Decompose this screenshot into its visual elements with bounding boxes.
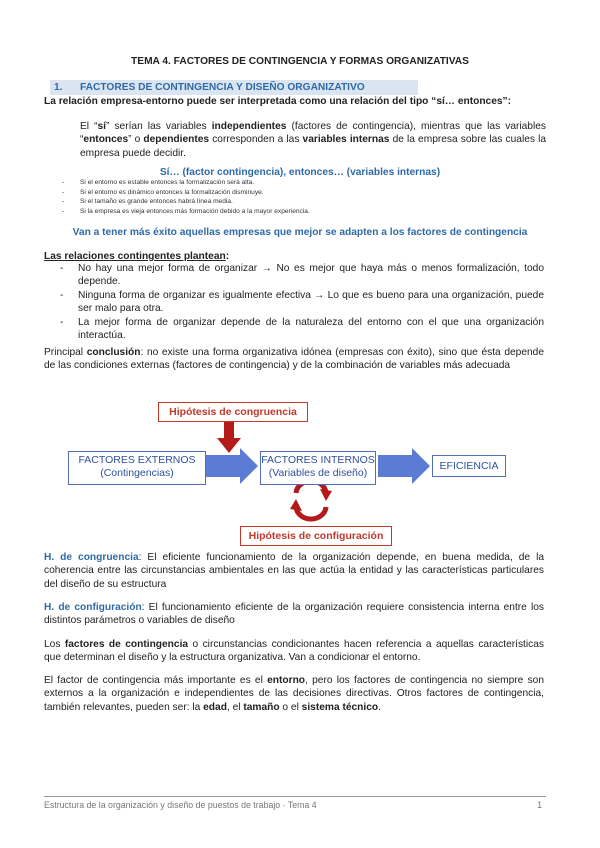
box-line: FACTORES INTERNOS: [261, 454, 375, 466]
text-run: ” serían las variables: [106, 121, 212, 132]
list-item: - No hay una mejor forma de organizar → No es mejor que haya más o menos formalización, todo depende.: [44, 262, 544, 289]
key-statement: Van a tener más éxito aquellas empresas que mejor se adapten a los factores de contingencia: [72, 227, 528, 238]
text-run: El factor de contingencia más importante es el: [44, 675, 268, 686]
factores-externos-box: [68, 451, 206, 485]
right-arrow-2: [378, 448, 430, 484]
text-run: El “: [80, 121, 98, 132]
contingency-diagram: [44, 398, 556, 548]
bold-run: factores de contingencia: [64, 639, 189, 650]
bold-run: dependientes: [143, 134, 210, 146]
h-configuracion-paragraph: [44, 601, 544, 628]
paragraph-variables: [80, 120, 546, 160]
bold-run: tamaño: [243, 701, 280, 713]
heading-colon: :: [225, 251, 230, 262]
si-entonces-heading: Sí… (factor contingencia), entonces… (variables internas): [159, 167, 441, 178]
cycle-arrowhead-2: [290, 499, 302, 511]
bold-run: sistema técnico: [301, 701, 379, 713]
hipotesis-congruencia-box: Hipótesis de congruencia: [158, 402, 308, 422]
eficiencia-box: EFICIENCIA: [432, 455, 506, 477]
footer-divider: [44, 796, 546, 797]
hipotesis-configuracion-box: Hipótesis de configuración: [240, 526, 392, 546]
bold-run: variables internas: [302, 134, 390, 146]
relaciones-list: [44, 262, 544, 343]
h-congruencia-paragraph: [44, 551, 544, 591]
box-line: FACTORES EXTERNOS: [78, 454, 196, 466]
list-item: - Si la empresa es vieja entonces más formación debido a la mayor experiencia.: [62, 207, 522, 217]
section-number: 1.: [54, 82, 63, 93]
text-run: : El funcionamiento eficiente de la organización requiere consistencia interna entre los distintos parámetros o variables de diseño: [44, 602, 544, 627]
text-run: : El eficiente funcionamiento de la organización depende, en buena medida, de la coherencia entre las circunstancias ambientales en las que actúa la entidad y las características particulares del diseño de su estructura: [44, 552, 545, 590]
page-footer: [44, 800, 546, 812]
section-title: FACTORES DE CONTINGENCIA Y DISEÑO ORGANIZATIVO: [80, 82, 365, 93]
text-run: , el: [226, 701, 244, 713]
bold-run: entorno: [267, 675, 306, 686]
bold-run: edad: [203, 701, 227, 713]
entorno-paragraph: [44, 674, 544, 714]
text-run: (factores de contingencia), mientras que las variables “: [80, 121, 546, 146]
list-item: - Si el entorno es estable entonces la formalización será alta.: [62, 178, 522, 188]
bold-run: independientes: [211, 121, 287, 132]
text-run: de la empresa sobre las cuales la empresa puede decidir.: [80, 134, 546, 159]
text-run: , pero los factores de contingencia no siempre son externos a la organización e independientes de las decisiones directivas. Otros factores de contingencia, también relevantes, pueden ser: la: [44, 675, 544, 713]
heading-text: Las relaciones contingentes plantean: [44, 251, 226, 262]
text-run: o circunstancias condicionantes hacen referencia a aquellas características que determinan el diseño y la estructura organizativa. Van a condicionar el entorno.: [44, 639, 544, 664]
cycle-arrowhead-1: [320, 489, 332, 501]
text-run: : no existe una forma organizativa idónea (empresas con éxito), sino que ésta depende de las condiciones externas (factores de contingencia) y de la combinación de variables más adecuada: [44, 347, 545, 372]
bold-run: conclusión: [86, 347, 141, 358]
page-number: 1: [537, 800, 542, 810]
list-item: - Si el tamaño es grande entonces habrá línea media.: [62, 197, 522, 207]
text-run: ” o: [128, 134, 144, 146]
text-run: Principal: [44, 347, 87, 358]
term-label: H. de configuración: [44, 602, 142, 613]
list-item: - La mejor forma de organizar depende de la naturaleza del entorno con el que una organización interactúa.: [44, 316, 544, 343]
factores-paragraph: [44, 638, 544, 665]
text-run: .: [378, 701, 381, 713]
text-run: Los: [44, 639, 65, 650]
conclusion-paragraph: [44, 346, 544, 373]
section-heading: [50, 80, 418, 95]
cycle-icon: [296, 481, 326, 519]
bold-run: sí: [97, 121, 106, 132]
list-item: - Si el entorno es dinámico entonces la formalización disminuye.: [62, 188, 522, 198]
right-arrow-1: [206, 448, 258, 484]
lead-statement: La relación empresa-entorno puede ser interpretada como una relación del tipo “sí… entonces”:: [44, 96, 512, 107]
document-title: TEMA 4. FACTORES DE CONTINGENCIA Y FORMAS ORGANIZATIVAS: [131, 56, 469, 67]
term-label: H. de congruencia: [44, 552, 139, 563]
box-line: (Contingencias): [100, 466, 174, 479]
text-run: corresponden a las: [209, 134, 303, 146]
list-item: - Ninguna forma de organizar es igualmente efectiva → Lo que es bueno para una organización, puede ser malo para otra.: [44, 289, 544, 316]
footer-text: Estructura de la organización y diseño de puestos de trabajo · Tema 4: [44, 800, 317, 810]
factores-internos-box: [260, 451, 376, 485]
down-arrow: [217, 422, 241, 453]
box-line: (Variables de diseño): [268, 466, 368, 479]
text-run: o el: [279, 701, 302, 713]
bold-run: entonces: [83, 134, 129, 146]
examples-list: [62, 178, 522, 216]
